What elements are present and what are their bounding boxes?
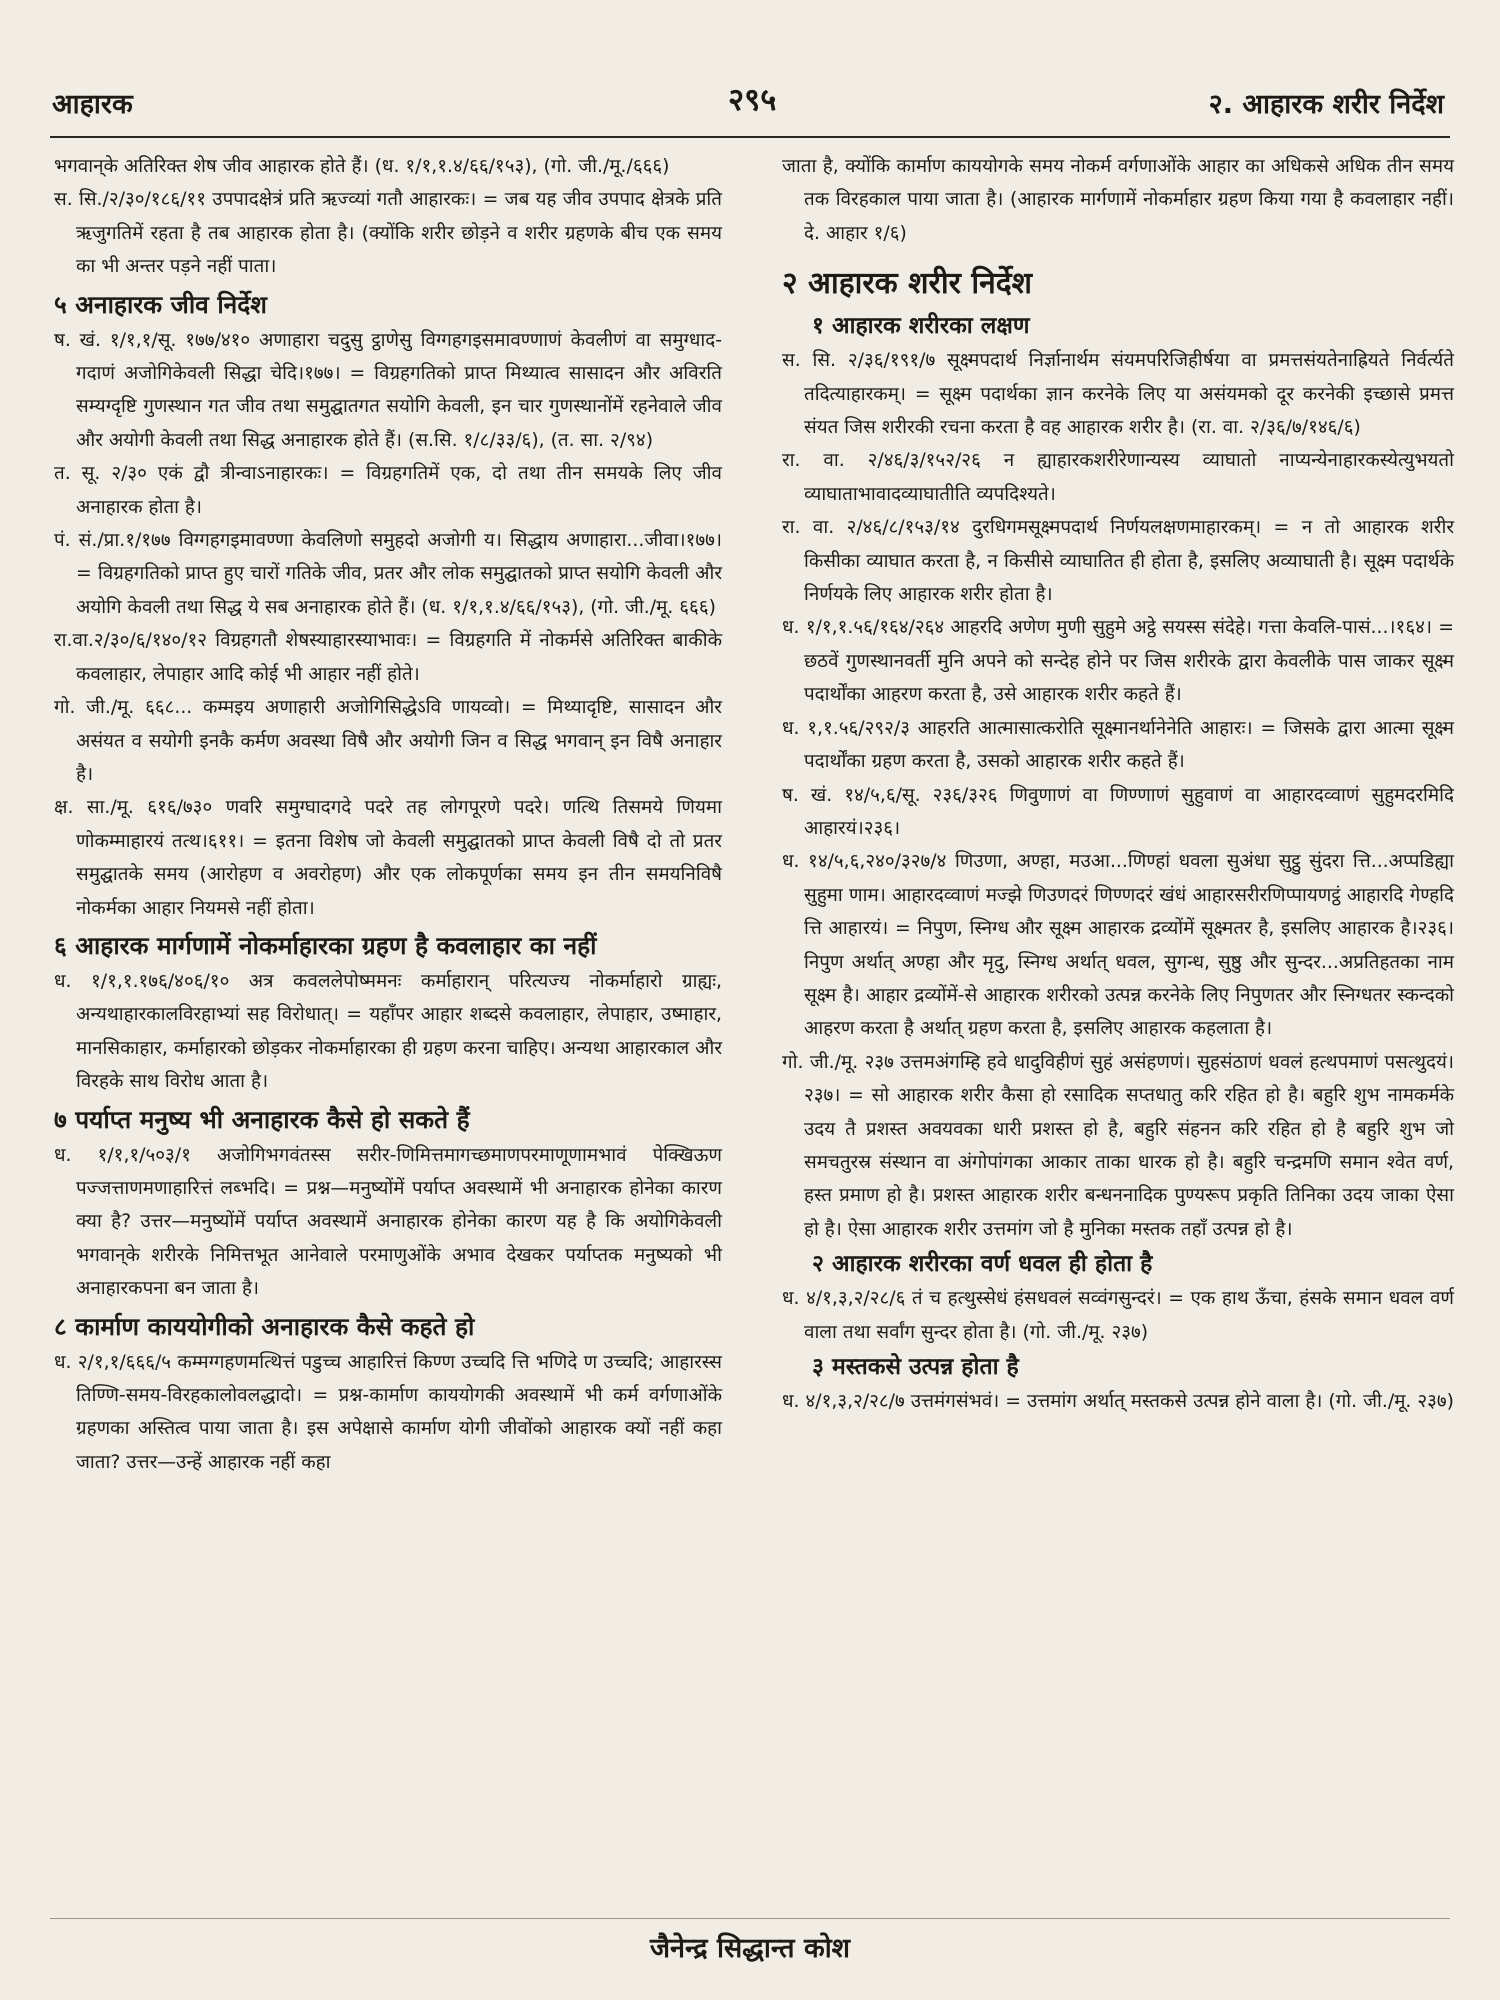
citation-paragraph: ध. ४/१,३,२/२८/७ उत्तमंगसंभवं। = उत्तमांग अर्थात् मस्तकसे उत्पन्न होने वाला है। (गो. जी./मू. २३७) bbox=[782, 1391, 1454, 1412]
citation-paragraph: ध. १/१,१/५०३/१ अजोगिभगवंतस्स सरीर-णिमित्तमागच्छमाणपरमाणूणामभावं पेक्खिऊण पज्जत्ताणमणाहारित्तं लब्भदि। = प्रश्न—मनुष्योंमें पर्याप्त अवस्थामें भी अनाहारक होनेका कारण क्या है? उत्तर—मनुष्योंमें पर्याप्त अवस्थामें अनाहारक होनेका कारण यह है कि अयोगिकेवली भगवान्‌के शरीरके निमित्तभूत आनेवाले परमाणुओंके अभाव देखकर पर्याप्तक मनुष्यको भी अनाहारकपना बन जाता है। bbox=[54, 1144, 722, 1300]
section-heading: ८ कार्माण काययोगीको अनाहारक कैसे कहते हो bbox=[54, 1311, 475, 1341]
citation-paragraph: रा. वा. २/४६/८/१५३/१४ दुरधिगमसूक्ष्मपदार्थ निर्णयलक्षणमाहारकम्। = न तो आहारक शरीर किसीका व्याघात करता है, न किसीसे व्याघातित ही होता है, इसलिए अव्याघाती है। सूक्ष्म पदार्थके निर्णयके लिए आहारक शरीर होता है। bbox=[782, 517, 1454, 606]
right-column bbox=[782, 150, 1454, 1418]
header-rule bbox=[50, 136, 1450, 138]
citation-paragraph: ध. १/१,१.५६/१६४/२६४ आहरदि अणेण मुणी सुहुमे अट्ठे सयस्स संदेहे। गत्ता केवलि-पासं...।१६४। = छठवें गुणस्थानवर्ती मुनि अपने को सन्देह होने पर जिस शरीरके द्वारा केवलीके पास जाकर सूक्ष्म पदार्थोंका आहरण करता है, उसे आहारक शरीर कहते हैं। bbox=[782, 617, 1454, 706]
footer-rule bbox=[50, 1918, 1450, 1919]
subsection-heading: २ आहारक शरीरका वर्ण धवल ही होता है bbox=[812, 1251, 1153, 1278]
running-head-left: आहारक bbox=[52, 89, 133, 120]
section-heading: ५ अनाहारक जीव निर्देश bbox=[54, 289, 267, 319]
citation-paragraph: त. सू. २/३० एकं द्वौ त्रीन्वाऽनाहारकः। = विग्रहगतिमें एक, दो तथा तीन समयके लिए जीव अनाहारक होता है। bbox=[54, 463, 722, 518]
citation-paragraph: जाता है, क्योंकि कार्माण काययोगके समय नोकर्म वर्गणाओंके आहार का अधिकसे अधिक तीन समय तक विरहकाल पाया जाता है। (आहारक मार्गणामें नोकर्माहार ग्रहण किया गया है कवलाहार नहीं। दे. आहार १/६) bbox=[782, 156, 1454, 244]
citation-paragraph: गो. जी./मू. ६६८... कम्मइय अणाहारी अजोगिसिद्धेऽवि णायव्वो। = मिथ्यादृष्टि, सासादन और असंयत व सयोगी इनकै कर्मण अवस्था विषै और अयोगी जिन व सिद्ध भगवान् इन विषै अनाहार है। bbox=[54, 697, 722, 785]
citation-paragraph: भगवान्‌के अतिरिक्त शेष जीव आहारक होते हैं। (ध. १/१,१.४/६६/१५३), (गो. जी./मू./६६६) bbox=[54, 156, 670, 177]
citation-paragraph: ध. १४/५,६,२४०/३२७/४ णिउणा, अण्हा, मउआ...णिण्हां धवला सुअंधा सुट्ठु सुंदरा त्ति...अप्पडिह्या सुहुमा णाम। आहारदव्वाणं मज्झे णिउणदरं णिण्णदरं खंधं आहारसरीरणिप्पायणट्ठं आहारदि गेण्हदि त्ति आहारयं। = निपुण, स्निग्ध और सूक्ष्म आहारक द्रव्योंमें सूक्ष्मतर है, इसलिए आहारक है।२३६। निपुण अर्थात् अण्हा और मृदु, स्निग्ध अर्थात् धवल, सुगन्ध, सुष्ठु और सुन्दर...अप्रतिहतका नाम सूक्ष्म है। आहार द्रव्योंमें-से आहारक शरीरको उत्पन्न करनेके लिए निपुणतर और स्निग्धतर स्कन्दको आहरण करता है अर्थात् ग्रहण करता है, इसलिए आहारक कहलाता है। bbox=[782, 851, 1454, 1040]
left-column bbox=[54, 150, 722, 1479]
citation-paragraph: पं. सं./प्रा.१/१७७ विग्गहगइमावण्णा केवलिणो समुहदो अजोगी य। सिद्धाय अणाहारा...जीवा।१७७। = विग्रहगतिको प्राप्त हुए चारों गतिके जीव, प्रतर और लोक समुद्घातको प्राप्त सयोगि केवली और अयोगि केवली तथा सिद्ध ये सब अनाहारक होते हैं। (ध. १/१,१.४/६६/१५३), (गो. जी./मू. ६६६) bbox=[54, 530, 722, 618]
section-heading: ६ आहारक मार्गणामें नोकर्माहारका ग्रहण है कवलाहार का नहीं bbox=[54, 930, 597, 960]
citation-paragraph: ध. १/१,१.१७६/४०६/१० अत्र कवललेपोष्ममनः कर्माहारान् परित्यज्य नोकर्माहारो ग्राह्यः, अन्यथाहारकालविरहाभ्यां सह विरोधात्। = यहाँपर आहार शब्दसे कवलाहार, लेपाहार, उष्माहार, मानसिकाहार, कर्माहारको छोड़कर नोकर्माहारका ही ग्रहण करना चाहिए। अन्यथा आहारकाल और विरहके साथ विरोध आता है। bbox=[54, 970, 722, 1093]
citation-paragraph: ध. ४/१,३,२/२८/६ तं च हत्थुस्सेधं हंसधवलं सव्वंगसुन्दरं। = एक हाथ ऊँचा, हंसके समान धवल वर्ण वाला तथा सर्वांग सुन्दर होता है। (गो. जी./मू. २३७) bbox=[782, 1288, 1454, 1343]
section-heading: ७ पर्याप्त मनुष्य भी अनाहारक कैसे हो सकते हैं bbox=[54, 1104, 470, 1134]
running-head-right: २. आहारक शरीर निर्देश bbox=[1208, 89, 1444, 120]
citation-paragraph: ध. २/१,१/६६६/५ कम्मग्गहणमत्थित्तं पडुच्च आहारित्तं किण्ण उच्चदि त्ति भणिदे ण उच्चदि; आहारस्स तिण्णि-समय-विरहकालोवलद्धादो। = प्रश्न-कार्माण काययोगकी अवस्थामें भी कर्म वर्गणाओंके ग्रहणका अस्तित्व पाया जाता है। इस अपेक्षासे कार्माण योगी जीवोंको आहारक क्यों नहीं कहा जाता? उत्तर—उन्हें आहारक नहीं कहा bbox=[54, 1351, 722, 1473]
page-number: २९५ bbox=[728, 82, 777, 118]
page-footer: जैनेन्द्र सिद्धान्त कोश bbox=[649, 1933, 851, 1964]
chapter-heading: २ आहारक शरीर निर्देश bbox=[782, 266, 1033, 302]
citation-paragraph: रा. वा. २/४६/३/१५२/२६ न ह्याहारकशरीरेणान्यस्य व्याघातो नाप्यन्येनाहारकस्येत्युभयतो व्याघाताभावादव्याघातीति व्यपदिश्यते। bbox=[782, 450, 1454, 505]
citation-paragraph: ध. १,१.५६/२९२/३ आहरति आत्मासात्करोति सूक्ष्मानर्थानेनेति आहारः। = जिसके द्वारा आत्मा सूक्ष्म पदार्थोंका ग्रहण करता है, उसको आहारक शरीर कहते हैं। bbox=[782, 717, 1454, 773]
subsection-heading: १ आहारक शरीरका लक्षण bbox=[812, 313, 1030, 340]
citation-paragraph: रा.वा.२/३०/६/१४०/१२ विग्रहगतौ शेषस्याहारस्याभावः। = विग्रहगति में नोकर्मसे अतिरिक्त बाकीके कवलाहार, लेपाहार आदि कोई भी आहार नहीं होते। bbox=[54, 630, 722, 685]
citation-paragraph: स. सि./२/३०/१८६/११ उपपादक्षेत्रं प्रति ऋज्व्यां गतौ आहारकः। = जब यह जीव उपपाद क्षेत्रके प्रति ऋजुगतिमें रहता है तब आहारक होता है। (क्योंकि शरीर छोड़ने व शरीर ग्रहणके बीच एक समय का भी अन्तर पड़ने नहीं पाता। bbox=[54, 189, 722, 278]
citation-paragraph: ष. खं. १४/५,६/सू. २३६/३२६ णिवुणाणं वा णिण्णाणं सुहुवाणं वा आहारदव्वाणं सुहुमदरमिदि आहारयं।२३६। bbox=[782, 784, 1454, 839]
subsection-heading: ३ मस्तकसे उत्पन्न होता है bbox=[812, 1354, 1019, 1380]
citation-paragraph: स. सि. २/३६/१९१/७ सूक्ष्मपदार्थ निर्ज्ञानार्थम संयमपरिजिहीर्षया वा प्रमत्तसंयतेनाह्रियते निर्वर्त्यते तदित्याहारकम्। = सूक्ष्म पदार्थका ज्ञान करनेके लिए या असंयमको दूर करनेकी इच्छासे प्रमत्त संयत जिस शरीरकी रचना करता है वह आहारक शरीर है। (रा. वा. २/३६/७/१४६/६) bbox=[782, 350, 1454, 439]
citation-paragraph: ष. खं. १/१,१/सू. १७७/४१० अणाहारा चदुसु ट्ठाणेसु विग्गहगइसमावण्णाणं केवलीणं वा समुग्धाद-गदाणं अजोगिकेवली सिद्धा चेदि।१७७। = विग्रहगतिको प्राप्त मिथ्यात्व सासादन और अविरति सम्यग्दृष्टि गुणस्थान गत जीव तथा समुद्घातगत सयोगि केवली, इन चार गुणस्थानोंमें रहनेवाले जीव और अयोगी केवली तथा सिद्ध अनाहारक होते हैं। (स.सि. १/८/३३/६), (त. सा. २/९४) bbox=[54, 329, 722, 451]
citation-paragraph: क्ष. सा./मू. ६१६/७३० णवरि समुग्घादगदे पदरे तह लोगपूरणे पदरे। णत्थि तिसमये णियमा णोकम्माहारयं तत्थ।६११। = इतना विशेष जो केवली समुद्घातको प्राप्त केवली विषै दो तो प्रतर समुद्घातके समय (आरोहण व अवरोहण) और एक लोकपूर्णका समय इन तीन समयनिविषै नोकर्मका आहार नियमसे नहीं होता। bbox=[54, 797, 722, 919]
citation-paragraph: गो. जी./मू. २३७ उत्तमअंगम्हि हवे धादुविहीणं सुहं असंहणणं। सुहसंठाणं धवलं हत्थपमाणं पसत्थुदयं।२३७। = सो आहारक शरीर कैसा हो रसादिक सप्तधातु करि रहित हो है। बहुरि शुभ नामकर्मके उदय तै प्रशस्त अवयवका धारी प्रशस्त हो है, बहुरि संहनन करि रहित हो है बहुरि शुभ जो समचतुरस्र संस्थान वा अंगोपांगका आकार ताका धारक हो है। बहुरि चन्द्रमणि समान श्वेत वर्ण, हस्त प्रमाण हो है। प्रशस्त आहारक शरीर बन्धननादिक पुण्यरूप प्रकृति तिनिका उदय जाका ऐसा हो है। ऐसा आहारक शरीर उत्तमांग जो है मुनिका मस्तक तहाँ उत्पन्न हो है। bbox=[782, 1051, 1454, 1240]
